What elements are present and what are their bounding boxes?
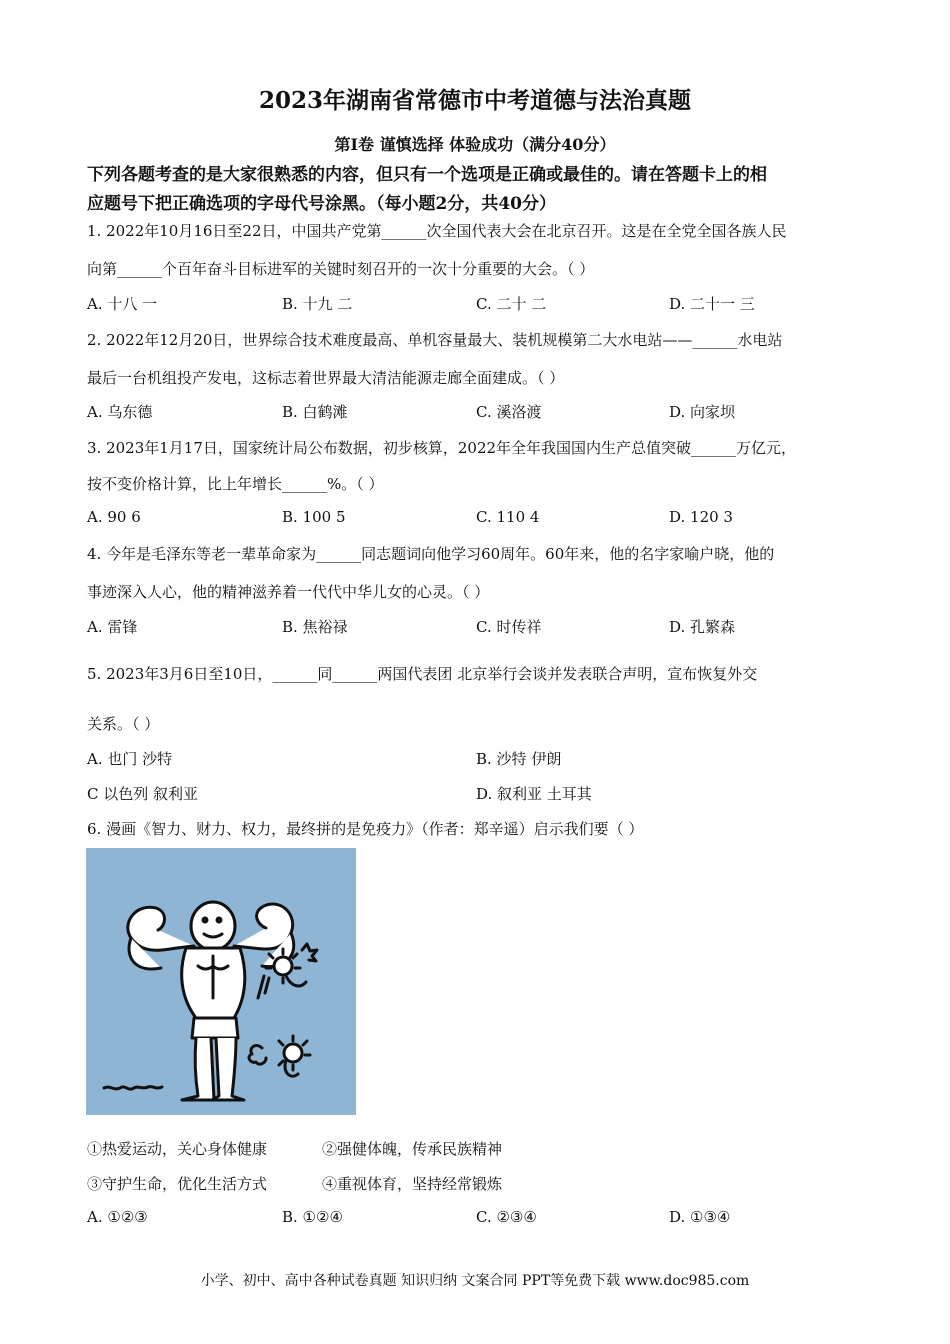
question-1-line-1: 1. 2022年10月16日至22日，中国共产党第______次全国代表大会在北京召开。这是在全党全国各族人民 (87, 222, 787, 240)
question-4-option-d: D. 孔繁森 (669, 618, 736, 636)
question-6-option-c: C. ②③④ (476, 1208, 537, 1226)
question-5-line-2: 关系。（ ） (87, 715, 160, 733)
question-2-option-d: D. 向家坝 (669, 403, 736, 421)
question-6-statement-4: ④重视体育，坚持经常锻炼 (322, 1175, 503, 1193)
page-footer: 小学、初中、高中各种试卷真题 知识归纳 文案合同 PPT等免费下载 www.doc985.com (200, 1273, 750, 1289)
question-5-option-c: C 以色列 叙利亚 (87, 785, 199, 803)
question-1-line-2: 向第______个百年奋斗目标进军的关键时刻召开的一次十分重要的大会。（ ） (87, 260, 595, 278)
question-1-option-d: D. 二十一 三 (669, 295, 755, 313)
question-6-option-b: B. ①②④ (282, 1208, 343, 1226)
question-2-line-2: 最后一台机组投产发电，这标志着世界最大清洁能源走廊全面建成。（ ） (87, 369, 565, 387)
question-4-option-a: A. 雷锋 (87, 618, 138, 636)
section-subtitle: 第Ⅰ卷 谨慎选择 体验成功（满分40分） (334, 135, 616, 154)
question-3-option-b: B. 100 5 (282, 508, 346, 526)
question-3-option-d: D. 120 3 (669, 508, 733, 526)
question-6-line-1: 6. 漫画《智力、财力、权力，最终拼的是免疫力》（作者：郑辛遥）启示我们要（ ） (87, 820, 644, 838)
question-5-option-b: B. 沙特 伊朗 (476, 750, 562, 768)
question-6-statement-3: ③守护生命，优化生活方式 (87, 1175, 268, 1193)
question-3-option-c: C. 110 4 (476, 508, 540, 526)
cartoon-image (86, 848, 356, 1115)
instructions-line-2: 应题号下把正确选项的字母代号涂黑。（每小题2分，共40分） (87, 194, 556, 214)
question-6-option-d: D. ①③④ (669, 1208, 731, 1226)
question-3-line-1: 3. 2023年1月17日，国家统计局公布数据，初步核算，2022年全年我国国内生产总值突破______万亿元， (87, 439, 797, 457)
question-5-option-a: A. 也门 沙特 (87, 750, 173, 768)
question-4-option-b: B. 焦裕禄 (282, 618, 348, 636)
question-2-option-b: B. 白鹤滩 (282, 403, 348, 421)
question-5-line-1: 5. 2023年3月6日至10日，______同______两国代表团 北京举行会谈并发表联合声明，宣布恢复外交 (87, 665, 758, 683)
muscle-man-cartoon-icon (86, 848, 356, 1115)
question-3-option-a: A. 90 6 (87, 508, 141, 526)
page-title: 2023年湖南省常德市中考道德与法治真题 (258, 87, 691, 114)
question-4-option-c: C. 时传祥 (476, 618, 542, 636)
question-1-option-b: B. 十九 二 (282, 295, 353, 313)
question-4-line-2: 事迹深入人心，他的精神滋养着一代代中华儿女的心灵。（ ） (87, 583, 490, 601)
question-3-line-2: 按不变价格计算，比上年增长______%。（ ） (87, 475, 384, 493)
question-1-option-a: A. 十八 一 (87, 295, 158, 313)
question-6-option-a: A. ①②③ (87, 1208, 148, 1226)
question-2-option-a: A. 乌东德 (87, 403, 153, 421)
question-5-option-d: D. 叙利亚 土耳其 (476, 785, 592, 803)
question-6-statement-2: ②强健体魄，传承民族精神 (322, 1140, 503, 1158)
question-1-option-c: C. 二十 二 (476, 295, 547, 313)
instructions-line-1: 下列各题考查的是大家很熟悉的内容，但只有一个选项是正确或最佳的。请在答题卡上的相 (87, 165, 767, 185)
question-2-option-c: C. 溪洛渡 (476, 403, 542, 421)
question-2-line-1: 2. 2022年12月20日，世界综合技术难度最高、单机容量最大、装机规模第二大水电站——______水电站 (87, 331, 783, 349)
question-6-statement-1: ①热爱运动，关心身体健康 (87, 1140, 268, 1158)
question-4-line-1: 4. 今年是毛泽东等老一辈革命家为______同志题词向他学习60周年。60年来，他的名字家喻户晓，他的 (87, 545, 775, 563)
